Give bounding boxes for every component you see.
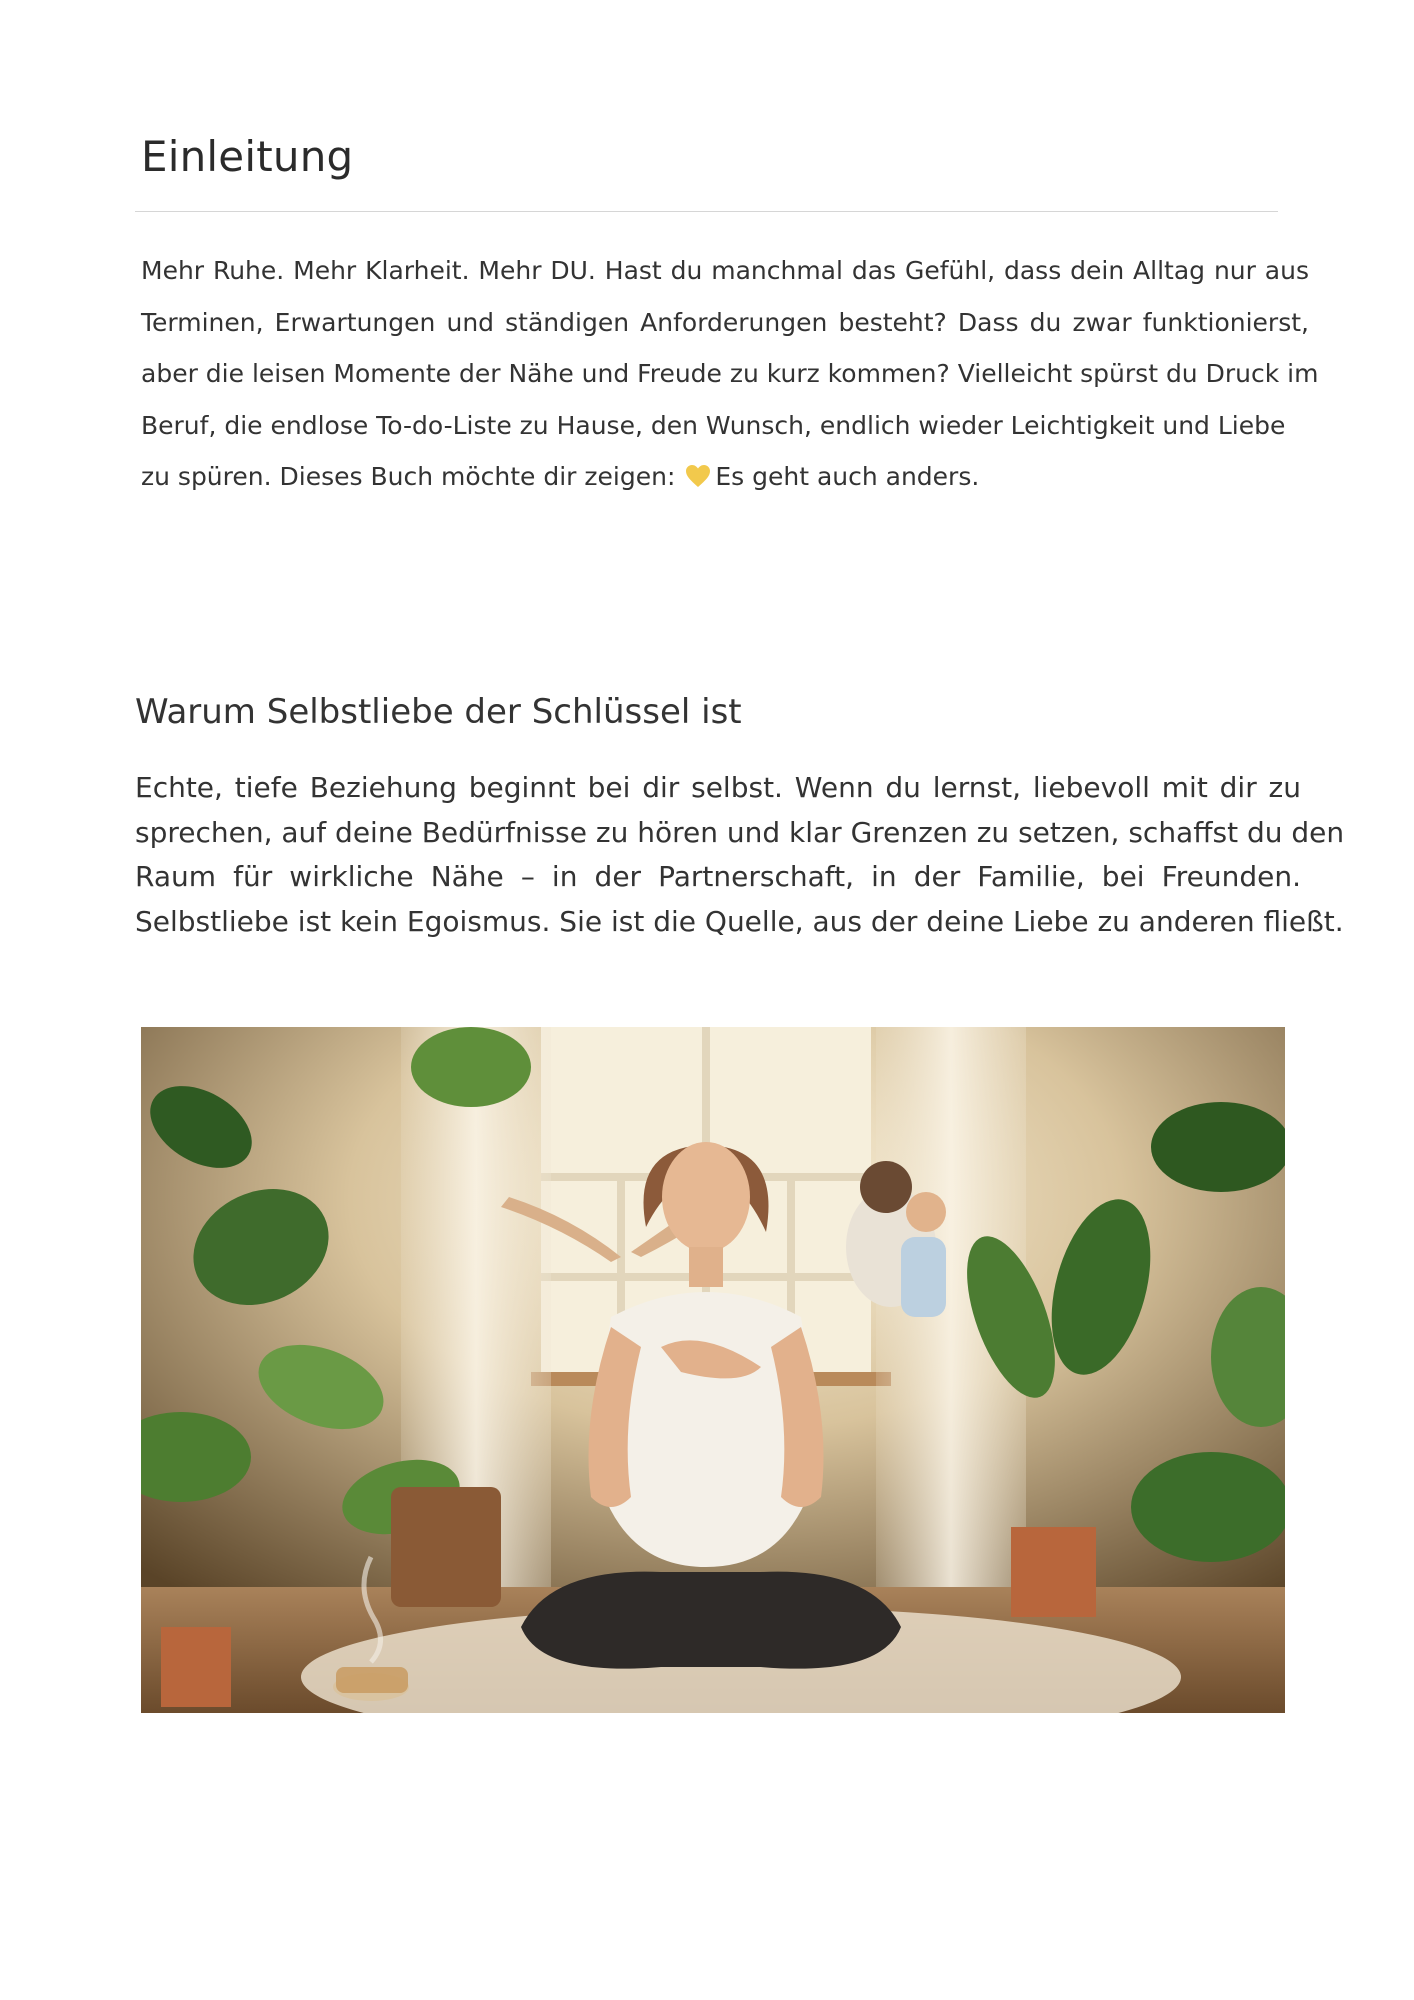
- section-paragraph: [135, 766, 1345, 944]
- section-line: sprechen, auf deine Bedürfnisse zu hören und klar Grenzen zu setzen, schaffst du den: [135, 815, 1345, 849]
- meditation-illustration: [141, 1027, 1285, 1713]
- intro-line: Terminen, Erwartungen und ständigen Anforderungen besteht? Dass du zwar funktionierst,: [141, 307, 1309, 337]
- heading-divider: [135, 211, 1278, 212]
- intro-text-before-heart: zu spüren. Dieses Buch möchte dir zeigen:: [141, 462, 676, 491]
- section-line: Selbstliebe ist kein Egoismus. Sie ist die Quelle, aus der deine Liebe zu anderen fließt.: [135, 904, 1344, 938]
- intro-line: Mehr Ruhe. Mehr Klarheit. Mehr DU. Hast du manchmal das Gefühl, dass dein Alltag nur aus: [141, 256, 1309, 285]
- intro-line: aber die leisen Momente der Nähe und Freude zu kurz kommen? Vielleicht spürst du Druck im: [141, 359, 1319, 388]
- intro-paragraph: [141, 245, 1319, 503]
- page-title: Einleitung: [141, 132, 354, 181]
- section-line: Raum für wirkliche Nähe – in der Partnerschaft, in der Familie, bei Freunden.: [135, 860, 1301, 893]
- intro-text-after-heart: Es geht auch anders.: [715, 462, 980, 491]
- intro-line-last: [141, 451, 1309, 503]
- intro-line: Beruf, die endlose To-do-Liste zu Hause, den Wunsch, endlich wieder Leichtigkeit und Liebe: [141, 410, 1286, 440]
- section-line: Echte, tiefe Beziehung beginnt bei dir selbst. Wenn du lernst, liebevoll mit dir zu: [135, 771, 1301, 804]
- meditation-scene: [141, 1027, 1285, 1713]
- section-heading: Warum Selbstliebe der Schlüssel ist: [135, 692, 742, 732]
- yellow-heart-icon: [685, 464, 711, 488]
